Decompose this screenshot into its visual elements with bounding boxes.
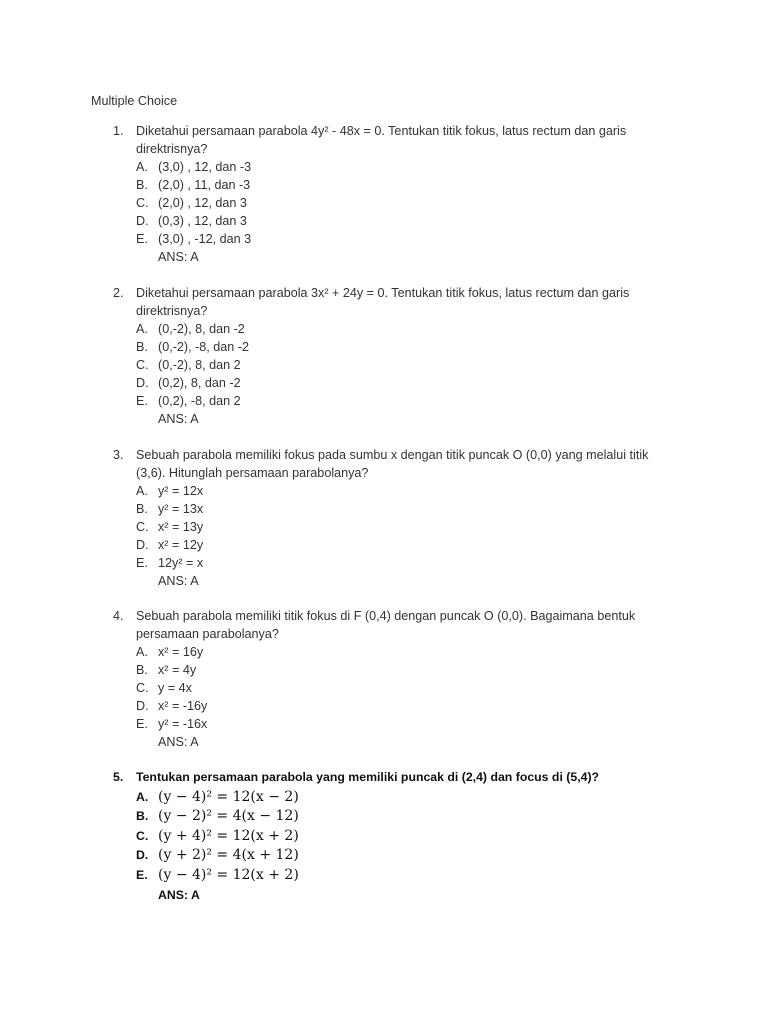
option-letter: A.	[136, 484, 148, 498]
option-e	[0, 392, 768, 410]
option-text: (0,-2), -8, dan -2	[158, 340, 249, 354]
option-a	[0, 788, 768, 808]
option-letter: D.	[136, 214, 149, 228]
option-letter: D.	[136, 848, 149, 863]
question-3	[0, 446, 768, 590]
question-line	[0, 140, 768, 158]
question-text: direktrisnya?	[136, 304, 208, 318]
option-d	[0, 212, 768, 230]
answer-key: ANS: A	[158, 735, 199, 749]
option-letter: C.	[136, 358, 149, 372]
option-letter: D.	[136, 376, 149, 390]
question-text: Sebuah parabola memiliki titik fokus di F (0,4) dengan puncak O (0,0). Bagaimana bentuk	[136, 609, 636, 623]
option-text: (0,3) , 12, dan 3	[158, 214, 247, 228]
question-line	[0, 302, 768, 320]
question-line	[0, 768, 768, 788]
option-text: (0,2), -8, dan 2	[158, 394, 241, 408]
option-letter: E.	[136, 556, 148, 570]
answer-line	[0, 886, 768, 906]
option-d	[0, 536, 768, 554]
answer-line	[0, 248, 768, 266]
option-text: (3,0) , -12, dan 3	[158, 232, 252, 246]
option-equation: (y − 2)² = 4(x − 12)	[158, 808, 299, 825]
option-text: y² = 13x	[158, 502, 204, 516]
option-letter: B.	[136, 663, 148, 677]
option-c	[0, 518, 768, 536]
question-text: direktrisnya?	[136, 142, 208, 156]
answer-key: ANS: A	[158, 250, 199, 264]
question-text: Tentukan persamaan parabola yang memiliki puncak di (2,4) dan focus di (5,4)?	[136, 770, 600, 784]
option-c	[0, 194, 768, 212]
option-letter: B.	[136, 340, 148, 354]
option-letter: D.	[136, 538, 149, 552]
option-text: x² = 4y	[158, 663, 197, 677]
answer-line	[0, 410, 768, 428]
option-text: x² = 13y	[158, 520, 204, 534]
option-text: (2,0) , 11, dan -3	[158, 178, 251, 192]
question-line	[0, 446, 768, 464]
answer-key: ANS: A	[158, 412, 199, 426]
question-number: 2.	[113, 286, 124, 300]
question-text: persamaan parabolanya?	[136, 627, 279, 641]
option-letter: C.	[136, 520, 149, 534]
question-line	[0, 464, 768, 482]
option-letter: B.	[136, 809, 149, 824]
answer-key: ANS: A	[158, 574, 199, 588]
option-text: x² = 16y	[158, 645, 204, 659]
option-letter: D.	[136, 699, 149, 713]
option-text: (3,0) , 12, dan -3	[158, 160, 252, 174]
option-letter: B.	[136, 178, 148, 192]
option-letter: E.	[136, 867, 148, 882]
option-text: (0,-2), 8, dan -2	[158, 322, 245, 336]
question-line	[0, 607, 768, 625]
option-letter: C.	[136, 681, 149, 695]
option-text: x² = 12y	[158, 538, 204, 552]
option-a	[0, 158, 768, 176]
question-number: 3.	[113, 448, 124, 462]
option-b	[0, 338, 768, 356]
option-text: (0,2), 8, dan -2	[158, 376, 241, 390]
option-equation: (y − 4)² = 12(x + 2)	[158, 866, 299, 883]
option-text: y² = -16x	[158, 717, 208, 731]
section-title: Multiple Choice	[91, 94, 178, 108]
question-2	[0, 284, 768, 428]
question-line	[0, 122, 768, 140]
option-letter: A.	[136, 322, 148, 336]
option-text: y = 4x	[158, 681, 192, 695]
question-text: Sebuah parabola memiliki fokus pada sumbu x dengan titik puncak O (0,0) yang melalui titik	[136, 448, 649, 462]
option-a	[0, 643, 768, 661]
question-text: Diketahui persamaan parabola 3x² + 24y = 0. Tentukan titik fokus, latus rectum dan garis	[136, 286, 630, 300]
option-b	[0, 176, 768, 194]
question-1	[0, 122, 768, 266]
option-letter: E.	[136, 232, 148, 246]
option-e	[0, 715, 768, 733]
option-e	[0, 866, 768, 886]
question-4	[0, 607, 768, 751]
option-b	[0, 500, 768, 518]
option-equation: (y + 4)² = 12(x + 2)	[158, 827, 299, 844]
option-b	[0, 807, 768, 827]
option-text: x² = -16y	[158, 699, 208, 713]
option-letter: E.	[136, 394, 148, 408]
option-b	[0, 661, 768, 679]
option-text: (0,-2), 8, dan 2	[158, 358, 241, 372]
answer-line	[0, 572, 768, 590]
option-c	[0, 679, 768, 697]
answer-key: ANS: A	[158, 887, 200, 902]
option-letter: C.	[136, 196, 149, 210]
option-e	[0, 230, 768, 248]
question-text: Diketahui persamaan parabola 4y² - 48x = 0. Tentukan titik fokus, latus rectum dan garis	[136, 124, 627, 138]
question-line	[0, 625, 768, 643]
answer-line	[0, 733, 768, 751]
option-text: 12y² = x	[158, 556, 204, 570]
option-letter: B.	[136, 502, 148, 516]
option-d	[0, 374, 768, 392]
option-d	[0, 697, 768, 715]
question-5	[0, 768, 768, 905]
option-e	[0, 554, 768, 572]
option-d	[0, 846, 768, 866]
option-a	[0, 320, 768, 338]
option-equation: (y − 4)² = 12(x − 2)	[158, 788, 299, 805]
question-number: 1.	[113, 124, 124, 138]
question-number: 5.	[113, 770, 124, 784]
question-number: 4.	[113, 609, 124, 623]
option-letter: E.	[136, 717, 148, 731]
option-letter: C.	[136, 828, 149, 843]
option-c	[0, 356, 768, 374]
question-line	[0, 284, 768, 302]
option-letter: A.	[136, 645, 148, 659]
option-equation: (y + 2)² = 4(x + 12)	[158, 847, 299, 864]
question-text: (3,6). Hitunglah persamaan parabolanya?	[136, 466, 369, 480]
option-a	[0, 482, 768, 500]
option-text: y² = 12x	[158, 484, 204, 498]
option-text: (2,0) , 12, dan 3	[158, 196, 247, 210]
option-letter: A.	[136, 160, 148, 174]
option-letter: A.	[136, 789, 149, 804]
option-c	[0, 827, 768, 847]
